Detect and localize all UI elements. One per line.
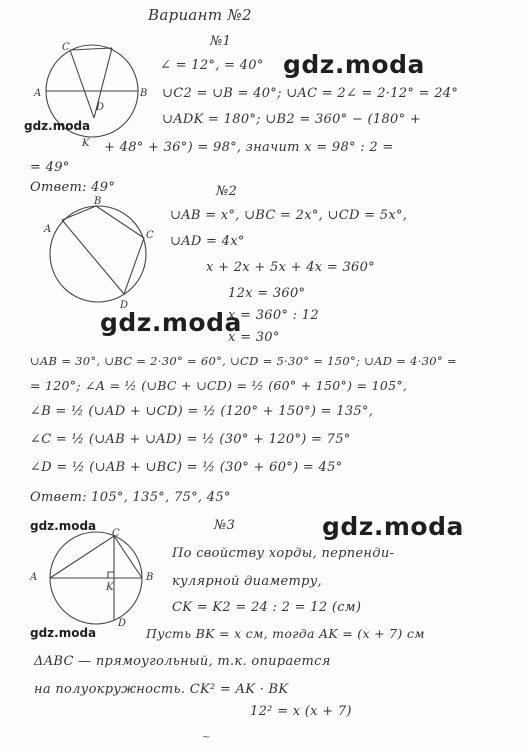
watermark-2: gdz.moda bbox=[24, 119, 91, 133]
problem2-number: №2 bbox=[216, 184, 238, 199]
problem2-line-9: ∠B = ½ (∪AD + ∪CD) = ½ (120° + 150°) = 135°, bbox=[30, 404, 374, 419]
problem2-answer: Ответ: 105°, 135°, 75°, 45° bbox=[30, 490, 231, 505]
watermark-3: gdz.moda bbox=[100, 308, 242, 337]
problem3-line-2: кулярной диаметру, bbox=[172, 574, 322, 589]
problem1-label-a: A bbox=[34, 88, 42, 99]
problem1-label-c: C bbox=[62, 42, 70, 53]
problem3-label-a: A bbox=[30, 572, 38, 583]
problem1-line-2: ∪C2 = ∪B = 40°; ∪AC = 2∠ = 2·12° = 24° bbox=[162, 86, 459, 101]
problem1-answer: Ответ: 49° bbox=[30, 180, 116, 195]
problem3-label-c: C bbox=[112, 528, 120, 539]
problem1-circle-figure bbox=[30, 36, 150, 126]
problem3-line-6: на полуокружность. CK² = AK · BK bbox=[34, 682, 289, 697]
problem3-number: №3 bbox=[214, 518, 236, 533]
page-bottom-mark: ~ bbox=[202, 732, 211, 743]
problem2-line-8: = 120°; ∠A = ½ (∪BC + ∪CD) = ½ (60° + 150°) = 105°, bbox=[30, 378, 408, 393]
problem2-line-4: 12x = 360° bbox=[228, 286, 306, 301]
problem2-line-1: ∪AB = x°, ∪BC = 2x°, ∪CD = 5x°, bbox=[170, 208, 408, 223]
watermark-6: gdz.moda bbox=[30, 626, 97, 640]
problem2-line-5: x = 360° : 12 bbox=[228, 308, 319, 323]
problem2-line-7: ∪AB = 30°, ∪BC = 2·30° = 60°, ∪CD = 5·30° = 150°; ∪AD = 4·30° = bbox=[30, 354, 457, 368]
watermark-4: gdz.moda bbox=[30, 519, 97, 533]
problem3-label-k: K bbox=[106, 582, 114, 593]
problem1-line-3: ∪ADK = 180°; ∪B2 = 360° − (180° + bbox=[162, 112, 422, 127]
problem2-label-a: A bbox=[44, 224, 52, 235]
problem2-label-d: D bbox=[120, 300, 129, 311]
problem2-line-10: ∠C = ½ (∪AB + ∪AD) = ½ (30° + 120°) = 75° bbox=[30, 432, 351, 447]
problem3-line-7: 12² = x (x + 7) bbox=[250, 704, 352, 719]
problem2-line-3: x + 2x + 5x + 4x = 360° bbox=[206, 260, 375, 275]
problem1-line-4: + 48° + 36°) = 98°, значит x = 98° : 2 = bbox=[104, 140, 394, 155]
problem1-number: №1 bbox=[210, 34, 232, 49]
watermark-5: gdz.moda bbox=[322, 512, 464, 541]
problem2-label-c: C bbox=[146, 230, 154, 241]
problem2-line-11: ∠D = ½ (∪AB + ∪BC) = ½ (30° + 60°) = 45° bbox=[30, 460, 343, 475]
watermark-1: gdz.moda bbox=[283, 50, 425, 79]
problem1-label-d: D bbox=[96, 102, 105, 113]
problem1-line-5: = 49° bbox=[30, 160, 70, 175]
problem2-circle-figure bbox=[38, 198, 158, 308]
problem3-line-3: CK = K2 = 24 : 2 = 12 (см) bbox=[172, 600, 362, 615]
problem3-line-5: ΔABC — прямоугольный, т.к. опирается bbox=[34, 654, 331, 669]
problem2-label-b: B bbox=[94, 196, 102, 207]
problem1-label-b: B bbox=[140, 88, 148, 99]
problem2-line-6: x = 30° bbox=[228, 330, 280, 345]
problem1-line-1: ∠ = 12°, = 40° bbox=[160, 58, 264, 73]
problem3-label-b: B bbox=[146, 572, 154, 583]
problem3-label-d: D bbox=[118, 618, 127, 629]
problem2-line-2: ∪AD = 4x° bbox=[170, 234, 245, 249]
problem3-line-4: Пусть BK = x см, тогда AK = (x + 7) см bbox=[146, 626, 425, 641]
problem3-line-1: По свойству хорды, перпенди- bbox=[172, 546, 395, 561]
problem1-label-k: K bbox=[82, 138, 90, 149]
problem3-circle-figure bbox=[34, 528, 154, 628]
page-title: Вариант №2 bbox=[148, 6, 252, 24]
